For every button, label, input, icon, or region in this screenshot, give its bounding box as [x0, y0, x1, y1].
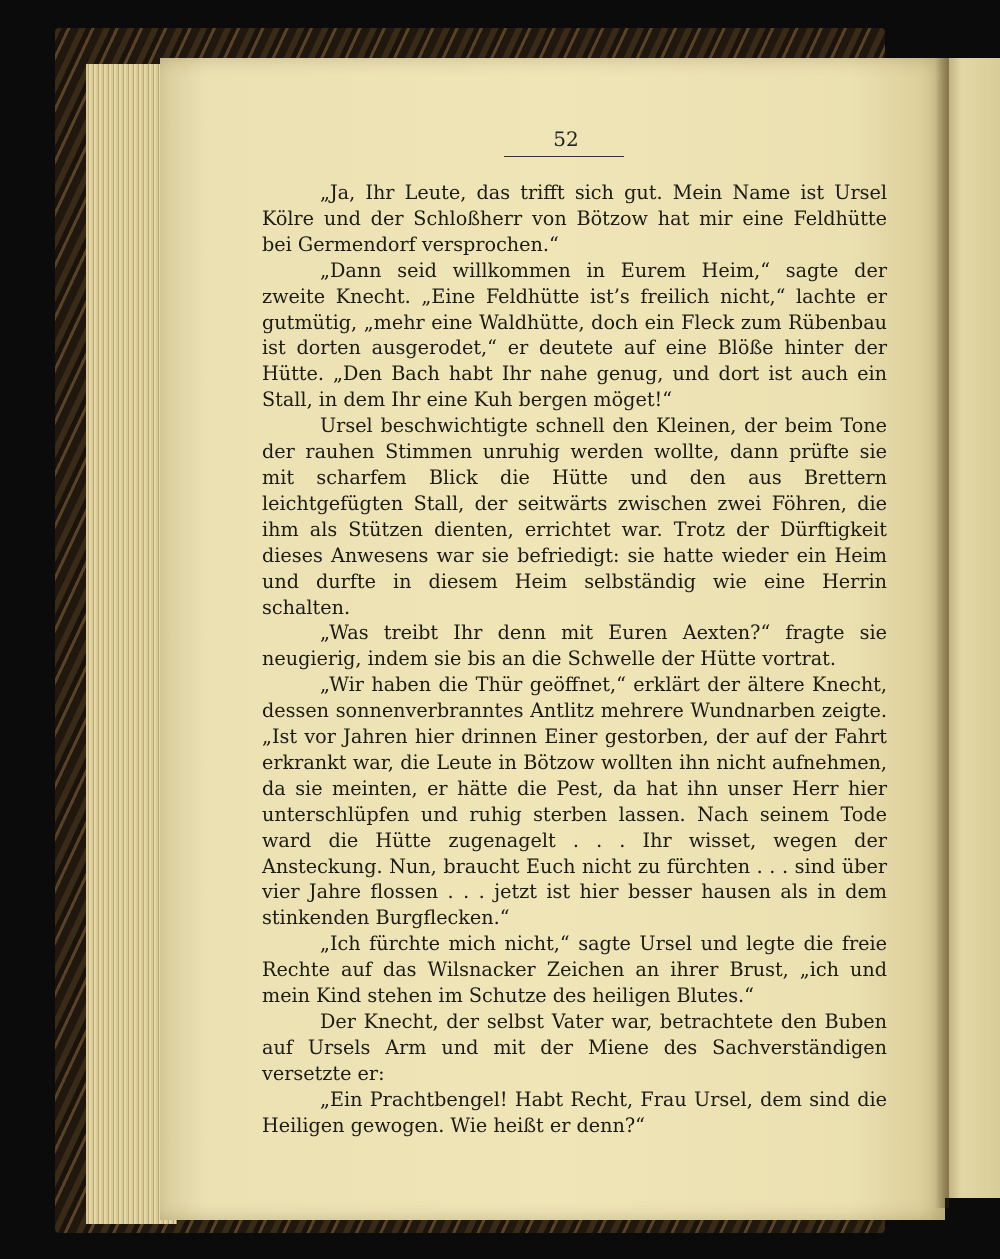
- paragraph: „Wir haben die Thür geöffnet,“ erklärt der ältere Knecht, dessen sonnenverbranntes Antlitz mehrere Wundnarben zeigte. „Ist vor Jahren hier drinnen Einer gestorben, der auf der Fahrt erkrankt war, die Leute in Bötzow wollten ihn nicht aufnehmen, da sie meinten, er hätte die Pest, da hat ihn unser Herr hier unterschlüpfen und ruhig sterben lassen. Nach seinem Tode ward die Hütte zugenagelt . . . Ihr wisset, wegen der Ansteckung. Nun, braucht Euch nicht zu fürchten . . . sind über vier Jahre flossen . . . jetzt ist hier besser hausen als in dem stinkenden Burgflecken.“: [262, 673, 887, 930]
- paragraph: „Was treibt Ihr denn mit Euren Aexten?“ fragte sie neugierig, indem sie bis an die Schwelle der Hütte vortrat.: [262, 621, 887, 671]
- paragraph: „Dann seid willkommen in Eurem Heim,“ sagte der zweite Knecht. „Eine Feldhütte ist’s freilich nicht,“ lachte er gutmütig, „mehr eine Waldhütte, doch ein Fleck zum Rübenbau ist dorten ausgerodet,“ er deutete auf eine Blöße hinter der Hütte. „Den Bach habt Ihr nahe genug, und dort ist auch ein Stall, in dem Ihr eine Kuh bergen möget!“: [262, 258, 887, 412]
- gutter-shadow: [935, 58, 949, 1208]
- header-rule: [504, 156, 624, 157]
- paragraph: „Ein Prachtbengel! Habt Recht, Frau Ursel, dem sind die Heiligen gewogen. Wie heißt er denn?“: [262, 1087, 887, 1137]
- paragraph: Ursel beschwichtigte schnell den Kleinen, der beim Tone der rauhen Stimmen unruhig werden wollte, dann prüfte sie mit scharfem Blick die Hütte und den aus Brettern leichtgefügten Stall, der seitwärts zwischen zwei Föhren, die ihm als Stützen dienten, errichtet war. Trotz der Dürftigkeit dieses Anwesens war sie befriedigt: sie hatte wieder ein Heim und durfte in diesem Heim selbständig wie eine Herrin schalten.: [262, 414, 887, 619]
- paragraph: „Ich fürchte mich nicht,“ sagte Ursel und legte die freie Rechte auf das Wilsnacker Zeichen an ihrer Brust, „ich und mein Kind stehen im Schutze des heiligen Blutes.“: [262, 932, 887, 1008]
- facing-page-edge: [945, 58, 1000, 1198]
- body-text: [262, 180, 887, 1139]
- paragraph: Der Knecht, der selbst Vater war, betrachtete den Buben auf Ursels Arm und mit der Miene des Sachverständigen versetzte er:: [262, 1010, 887, 1085]
- page-number: 52: [553, 127, 579, 151]
- paragraph: „Ja, Ihr Leute, das trifft sich gut. Mein Name ist Ursel Kölre und der Schloßherr von Bötzow hat mir eine Feldhütte bei Germendorf versprochen.“: [262, 181, 887, 256]
